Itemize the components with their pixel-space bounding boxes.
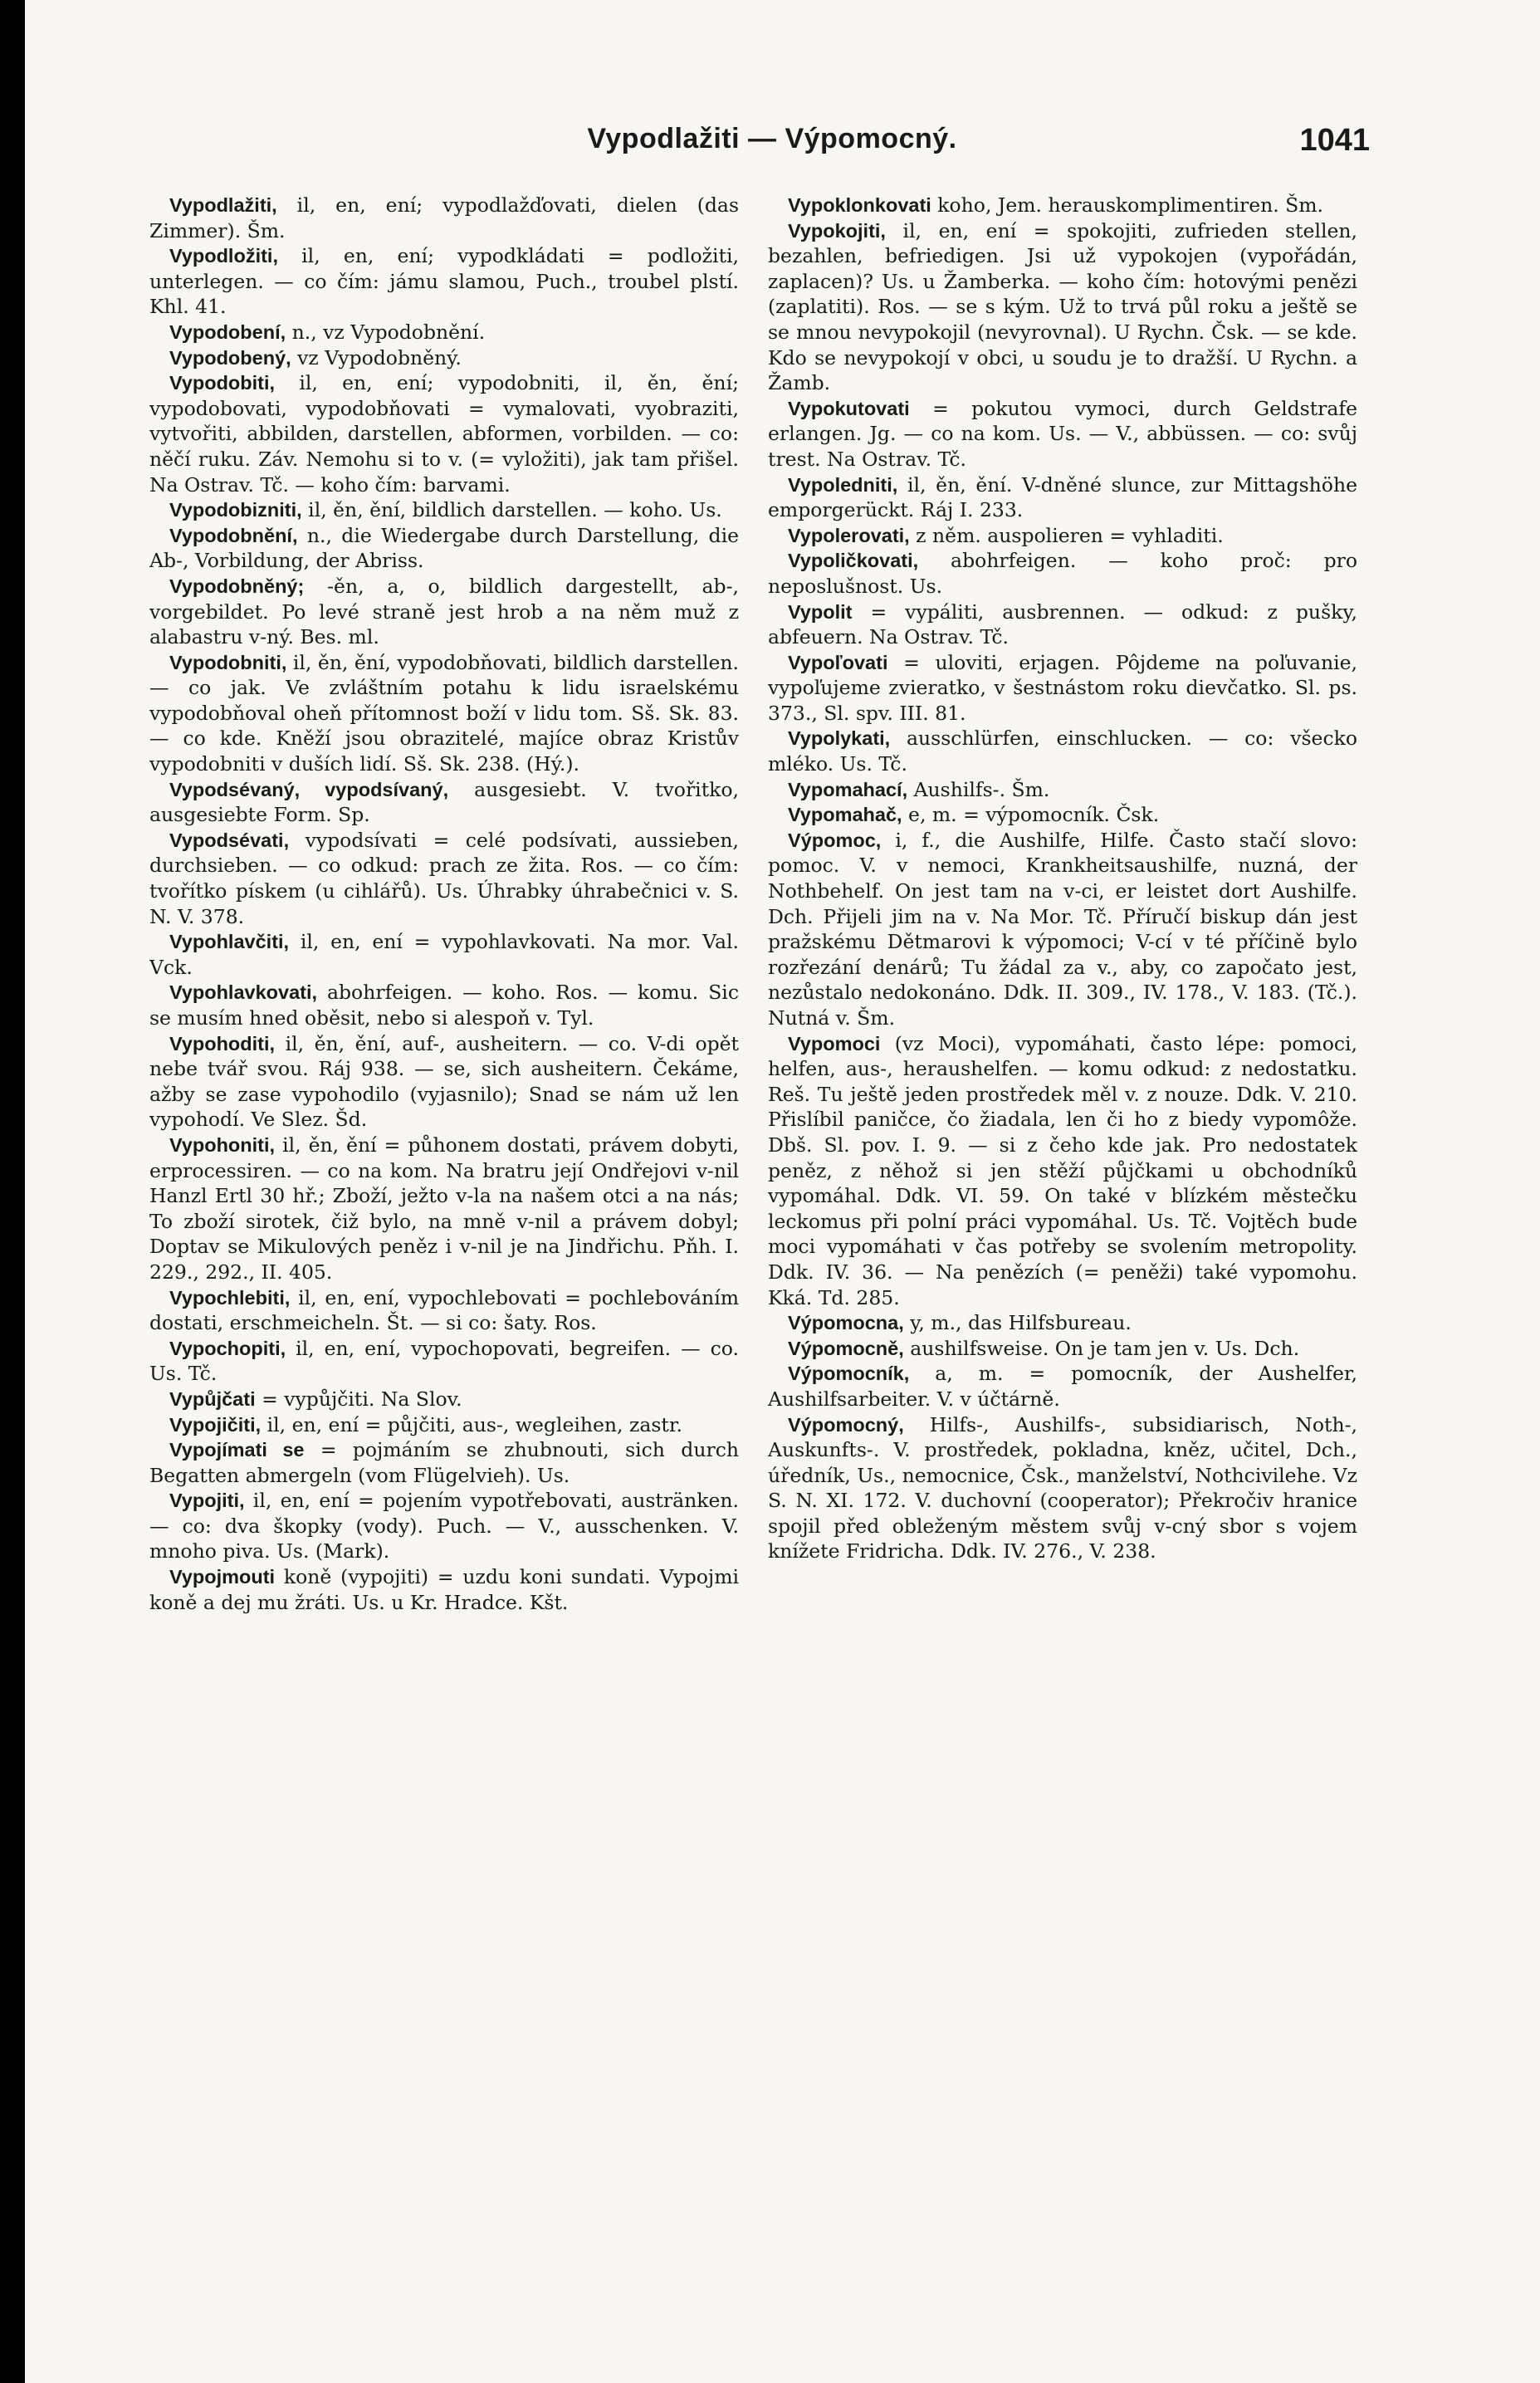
entry-headword: Vypodobizniti,	[169, 499, 302, 521]
entry-headword: Výpomoc,	[788, 829, 882, 851]
dictionary-entry	[768, 1412, 1357, 1565]
dictionary-entry	[149, 1387, 739, 1412]
entry-text: il, ěn, ění = půhonem dostati, právem dobyti, erprocessiren. — co na kom. Na bratru její Ondřejovi v-nil Hanzl Ertl 30 hř.; Zboží, ježto v-la na našem otci a na nás; To zboží sirotek, čiž bylo, na mně v-nil a právem dobyl; Doptav se Mikulových peněz i v-nil je na Jindřichu. Pňh. I. 229., 292., II. 405.	[149, 1133, 739, 1284]
dictionary-entry	[768, 472, 1357, 523]
right-column	[768, 193, 1357, 2318]
entry-text: = uloviti, erjagen. Pôjdeme na poľuvanie, vypoľujeme zvieratko, v šestnástom roku dievčatko. Sl. ps. 373., Sl. spv. III. 81.	[768, 650, 1357, 725]
dictionary-entry	[149, 650, 739, 777]
dictionary-entry	[149, 929, 739, 980]
entry-headword: Vypochopiti,	[169, 1337, 286, 1359]
dictionary-entry	[768, 599, 1357, 650]
entry-headword: Vypohoditi,	[169, 1032, 276, 1054]
entry-text: vz Vypodobněný.	[291, 345, 462, 369]
entry-text: (vz Moci), vypomáhati, často lépe: pomoci, helfen, aus-, heraushelfen. — komu odkud: z nedostatku. Reš. Tu ještě jeden prostředek měl v. z nouze. Ddk. V. 210. Přislíbil paničce, čo žiadala, len či ho z biedy vypomôže. Dbš. Sl. pov. I. 9. — si z čeho kde jak. Pro nedostatek peněz, z něhož si jen stěží půjčkami u obchodníků vypomáhal. Ddk. VI. 59. On také v blízkém městečku leckomus při polní práci vypomáhal. Us. Tč. Vojtěch bude moci vypomáhati v čas potřeby se svolením metropolity. Ddk. IV. 36. — Na penězích (= peněži) také vypomohu. Kká. Td. 285.	[768, 1031, 1357, 1309]
dictionary-entry	[768, 1310, 1357, 1336]
entry-headword: Vypodlažiti,	[169, 194, 277, 216]
entry-text: Hilfs-, Aushilfs-, subsidiarisch, Noth-, Auskunfts-. V. prostředek, pokladna, kněz, učitel, Dch., úředník, Us., nemocnice, Čsk., manželství, Nothcivilehe. Vz S. N. XI. 172. V. duchovní (cooperator); Překročiv hranice spojil před obleženým městem svůj v-cný sbor s vojem knížete Fridricha. Ddk. IV. 276., V. 238.	[768, 1412, 1357, 1563]
entry-text: il, en, ení; vypodobniti, il, ěn, ění; vypodobovati, vypodobňovati = vymalovati, vyobraziti, vytvořiti, abbilden, darstellen, abformen, vorbilden. — co: něčí ruku. Záv. Nemohu si to v. (= vyložiti), jak tam přišel. Na Ostrav. Tč. — koho čím: barvami.	[149, 371, 739, 497]
dictionary-entry	[768, 828, 1357, 1031]
entry-headword: Vypojičiti,	[169, 1413, 262, 1436]
entry-headword: Vypomahací,	[788, 778, 908, 800]
entry-text: il, en, ení; vypodlažďovati, dielen (das Zimmer). Šm.	[149, 193, 739, 242]
entry-text: = vypáliti, ausbrennen. — odkud: z pušky, abfeuern. Na Ostrav. Tč.	[768, 599, 1357, 649]
entry-text: e, m. = výpomocník. Čsk.	[902, 803, 1160, 827]
entry-headword: Vypodložiti,	[169, 245, 278, 267]
left-column	[149, 193, 739, 2318]
dictionary-entry	[149, 828, 739, 929]
dictionary-entry	[149, 574, 739, 650]
entry-text: ausschlürfen, einschlucken. — co: všecko mléko. Us. Tč.	[768, 727, 1357, 776]
dictionary-entry	[768, 802, 1357, 828]
dictionary-entry	[149, 243, 739, 320]
dictionary-entry	[149, 523, 739, 574]
entry-headword: Vypodobený,	[169, 346, 291, 369]
entry-headword: Výpomocně,	[788, 1337, 904, 1359]
entry-text: = pokutou vymoci, durch Geldstrafe erlangen. Jg. — co na kom. Us. — V., abbüssen. — co: svůj trest. Na Ostrav. Tč.	[768, 396, 1357, 471]
entry-headword: Vypodobiti,	[169, 372, 276, 394]
entry-text: = pojmáním se zhubnouti, sich durch Begatten abmergeln (vom Flügelvieh). Us.	[149, 1438, 739, 1487]
entry-text: n., die Wiedergabe durch Darstellung, die Ab-, Vorbildung, der Abriss.	[149, 523, 739, 573]
dictionary-entry	[149, 370, 739, 497]
dictionary-entry	[768, 1336, 1357, 1362]
dictionary-entry	[149, 777, 739, 828]
entry-headword: Vypolykati,	[788, 727, 891, 750]
entry-text: abohrfeigen. — koho. Ros. — komu. Sic se musím hned oběsit, nebo si alespoň v. Tyl.	[149, 981, 739, 1030]
entry-headword: Vypodobněný;	[169, 575, 305, 597]
entry-headword: Vypoličkovati,	[788, 550, 919, 572]
entry-text: a, m. = pomocník, der Aushelfer, Aushilfsarbeiter. V. v účtárně.	[768, 1362, 1357, 1411]
entry-headword: Vypohlavkovati,	[169, 981, 318, 1004]
page-number: 1041	[1299, 123, 1370, 158]
entry-text: aushilfsweise. On je tam jen v. Us. Dch.	[903, 1336, 1300, 1360]
entry-headword: Vypůjčati	[169, 1387, 256, 1410]
entry-headword: Vypokutovati	[788, 397, 910, 419]
entry-headword: Vypojmouti	[169, 1566, 276, 1588]
entry-headword: Vypojímati se	[169, 1439, 305, 1461]
entry-headword: Výpomocný,	[788, 1413, 904, 1436]
entry-text: z něm. auspolieren = vyhladiti.	[909, 523, 1224, 547]
entry-headword: Vypoledniti,	[788, 473, 898, 496]
entry-text: il, ěn, ění, vypodobňovati, bildlich darstellen. — co jak. Ve zvláštním potahu k lidu israelskému vypodobňoval oheň přítomnost boží v lidu tom. Sš. Sk. 83. — co kde. Kněží jsou obrazitelé, majíce obraz Kristův vypodobniti v duších lidí. Sš. Sk. 238. (Hý.).	[149, 650, 739, 776]
entry-text: il, en, ení, vypochopovati, begreifen. — co. Us. Tč.	[149, 1336, 739, 1386]
dictionary-entry	[768, 1361, 1357, 1412]
entry-text: il, en, ení = pojením vypotřebovati, austränken. — co: dva škopky (vody). Puch. — V., ausschenken. V. mnoho piva. Us. (Mark).	[149, 1489, 739, 1563]
entry-headword: Výpomocník,	[788, 1363, 910, 1385]
dictionary-entry	[768, 650, 1357, 727]
dictionary-entry	[768, 523, 1357, 549]
dictionary-entry	[768, 193, 1357, 218]
entry-text: = vypůjčiti. Na Slov.	[255, 1387, 462, 1411]
entry-headword: Vypochlebiti,	[169, 1286, 291, 1309]
entry-text: il, en, ení = vypohlavkovati. Na mor. Val. Vck.	[149, 930, 739, 979]
dictionary-entry	[149, 980, 739, 1030]
entry-headword: Vypodsévaný, vypodsívaný,	[169, 778, 449, 800]
entry-headword: Vypoklonkovati	[788, 194, 931, 216]
dictionary-entry	[149, 1285, 739, 1336]
entry-text: koně (vypojiti) = uzdu koni sundati. Vypojmi koně a dej mu žráti. Us. u Kr. Hradce. Kšt.	[149, 1565, 739, 1614]
dictionary-entry	[768, 218, 1357, 396]
entry-headword: Vypohlavčiti,	[169, 931, 290, 953]
dictionary-entry	[149, 1437, 739, 1488]
entry-headword: Vypolerovati,	[788, 524, 910, 546]
entry-headword: Vypoľovati	[788, 651, 888, 673]
entry-text: n., vz Vypodobnění.	[286, 320, 486, 344]
dictionary-entry	[768, 726, 1357, 776]
dictionary-entry	[149, 1133, 739, 1285]
dictionary-entry	[149, 320, 739, 345]
entry-headword: Vypodobnění,	[169, 524, 298, 546]
dictionary-entry	[149, 1336, 739, 1387]
entry-text: y, m., das Hilfsbureau.	[903, 1311, 1132, 1335]
entry-headword: Vypomoci	[788, 1032, 881, 1054]
entry-headword: Vypohoniti,	[169, 1133, 276, 1156]
dictionary-entry	[149, 193, 739, 243]
dictionary-entry	[149, 345, 739, 371]
entry-text: koho, Jem. herauskomplimentiren. Šm.	[931, 193, 1324, 217]
page-header	[174, 123, 1370, 173]
entry-text: vypodsívati = celé podsívati, aussieben, durchsieben. — co odkud: prach ze žita. Ros. — co čím: tvořítko pískem (u cihlářů). Us. Úhrabky úhrabečnici v. S. N. V. 378.	[149, 828, 739, 928]
entry-headword: Vypodobniti,	[169, 651, 287, 673]
dictionary-entry	[149, 1412, 739, 1438]
dictionary-entry	[768, 777, 1357, 803]
entry-text: il, en, ení = půjčiti, aus-, wegleihen, zastr.	[261, 1412, 683, 1436]
entry-text: Aushilfs-. Šm.	[907, 777, 1050, 801]
entry-headword: Vypomahač,	[788, 804, 902, 826]
dictionary-entry	[149, 1031, 739, 1133]
dictionary-entry	[768, 1031, 1357, 1311]
entry-headword: Vypokojiti,	[788, 219, 886, 242]
dictionary-entry	[149, 1564, 739, 1615]
entry-text: il, ěn, ění. V-dněné slunce, zur Mittagshöhe emporgerückt. Ráj I. 233.	[768, 472, 1357, 522]
entry-headword: Vypojiti,	[169, 1490, 245, 1512]
entry-text: i, f., die Aushilfe, Hilfe. Často stačí slovo: pomoc. V. v nemoci, Krankheitsaushilfe, nuzná, der Nothbehelf. On jest tam na v-ci, er leistet dort Aushilfe. Dch. Přijeli jim na v. Na Mor. Tč. Příručí biskup dán jest pražskému Dětmarovi k výpomoci; V-cí v té příčině bylo rozřezání denárů; Tu žádal za v., aby, co započato jest, nezůstalo nedokonáno. Ddk. II. 309., IV. 178., V. 183. (Tč.). Nutná v. Šm.	[768, 828, 1357, 1030]
entry-headword: Vypodobení,	[169, 321, 286, 343]
entry-text: il, en, ení; vypodkládati = podložiti, unterlegen. — co čím: jámu slamou, Puch., troubel plstí. Khl. 41.	[149, 244, 739, 319]
running-head: Vypodlažiti — Výpomocný.	[587, 123, 957, 154]
entry-headword: Výpomocna,	[788, 1312, 904, 1334]
entry-text: abohrfeigen. — koho proč: pro neposlušnost. Us.	[768, 549, 1357, 598]
entry-text: -ěn, a, o, bildlich dargestellt, ab-, vorgebildet. Po levé straně jest hrob a na něm muž z alabastru v-ný. Bes. ml.	[149, 574, 739, 649]
dictionary-entry	[149, 497, 739, 523]
entry-text: il, ěn, ění, bildlich darstellen. — koho. Us.	[301, 498, 722, 522]
dictionary-entry	[768, 548, 1357, 599]
entry-text: il, ěn, ění, auf-, ausheitern. — co. V-di opět nebe tvář svou. Ráj 938. — se, sich ausheitern. Čekáme, ažby se zase vypohodilo (vyjasnilo); Snad se nám už len vypohodí. Ve Slez. Šd.	[149, 1031, 739, 1132]
dictionary-entry	[768, 396, 1357, 472]
dictionary-page	[25, 0, 1540, 2383]
entry-text: il, en, ení = spokojiti, zufrieden stellen, bezahlen, befriedigen. Jsi už vypokojen (vypořádán, zaplacen)? Us. u Žamberka. — koho čím: hotovými penězi (zaplatiti). Ros. — se s kým. Už to trvá půl roku a ještě se se mnou nevypokojil (nevyrovnal). U Rychn. Čsk. — se kde. Kdo se nevypokojí v obci, u soudu je to dražší. U Rychn. a Žamb.	[768, 218, 1357, 395]
entry-text: il, en, ení, vypochlebovati = pochlebováním dostati, erschmeicheln. Št. — si co: šaty. Ros.	[149, 1285, 739, 1335]
entry-headword: Vypodsévati,	[169, 829, 290, 851]
dictionary-entry	[149, 1488, 739, 1564]
entry-text: ausgesiebt. V. tvořitko, ausgesiebte Form. Sp.	[149, 777, 739, 827]
entry-headword: Vypolit	[788, 600, 853, 623]
